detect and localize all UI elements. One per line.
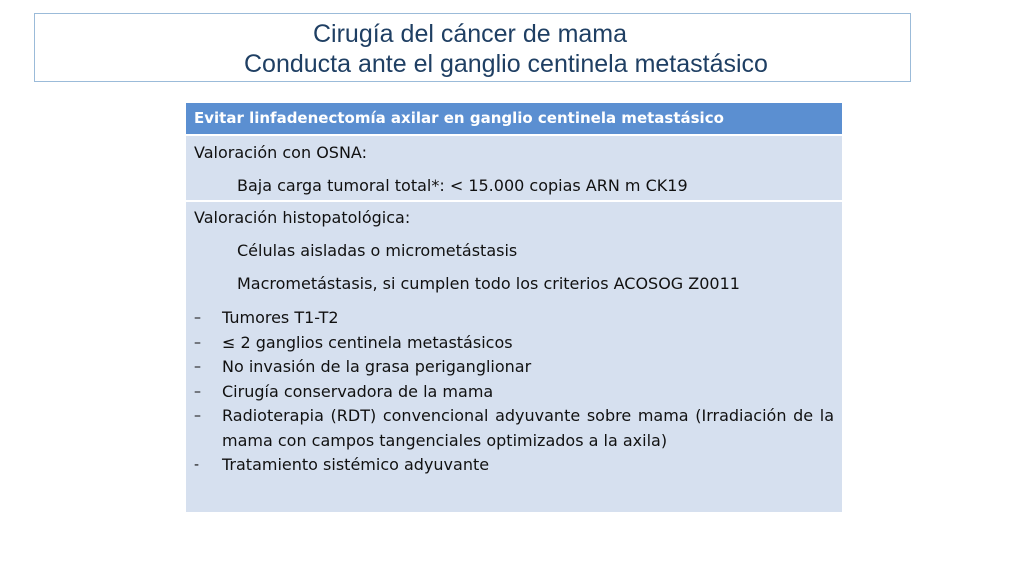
dash-icon: – (194, 359, 201, 375)
table-header: Evitar linfadenectomía axilar en ganglio centinela metastásico (186, 103, 842, 134)
criteria-text: No invasión de la grasa periganglionar (222, 357, 532, 376)
list-item (194, 331, 834, 356)
criteria-text: Tumores T1-T2 (222, 308, 339, 327)
osna-label: Valoración con OSNA: (194, 143, 367, 162)
title-box (34, 13, 911, 82)
criteria-text: Cirugía conservadora de la mama (222, 381, 494, 401)
dash-icon: – (194, 310, 201, 326)
dash-icon: – (194, 383, 201, 400)
content-table (186, 103, 842, 512)
list-item (194, 404, 834, 453)
histo-label: Valoración histopatológica: (194, 208, 411, 227)
criteria-text: Tratamiento sistémico adyuvante (222, 455, 490, 474)
criteria-text: Radioterapia (RDT) convencional adyuvante sobre mama (Irradiación de la mama con campos tangenciales optimizados a la axila) (222, 406, 834, 450)
criteria-text: ≤ 2 ganglios centinela metastásicos (222, 332, 513, 352)
slide-subtitle: Conducta ante el ganglio centinela metastásico (244, 50, 768, 78)
histo-item-1: Células aisladas o micrometástasis (237, 241, 518, 260)
dash-icon: – (194, 334, 201, 351)
list-item (194, 380, 834, 405)
histo-row (186, 200, 842, 293)
histo-item-2: Macrometástasis, si cumplen todo los criterios ACOSOG Z0011 (237, 274, 740, 293)
osna-detail: Baja carga tumoral total*: < 15.000 copias ARN m CK19 (237, 176, 688, 195)
list-item (194, 453, 834, 478)
list-item (194, 306, 834, 331)
criteria-list (194, 306, 834, 478)
slide-title: Cirugía del cáncer de mama (313, 20, 628, 48)
dash-icon: – (194, 408, 201, 424)
dash-icon: - (194, 457, 200, 473)
list-item (194, 355, 834, 380)
osna-row (186, 134, 842, 200)
